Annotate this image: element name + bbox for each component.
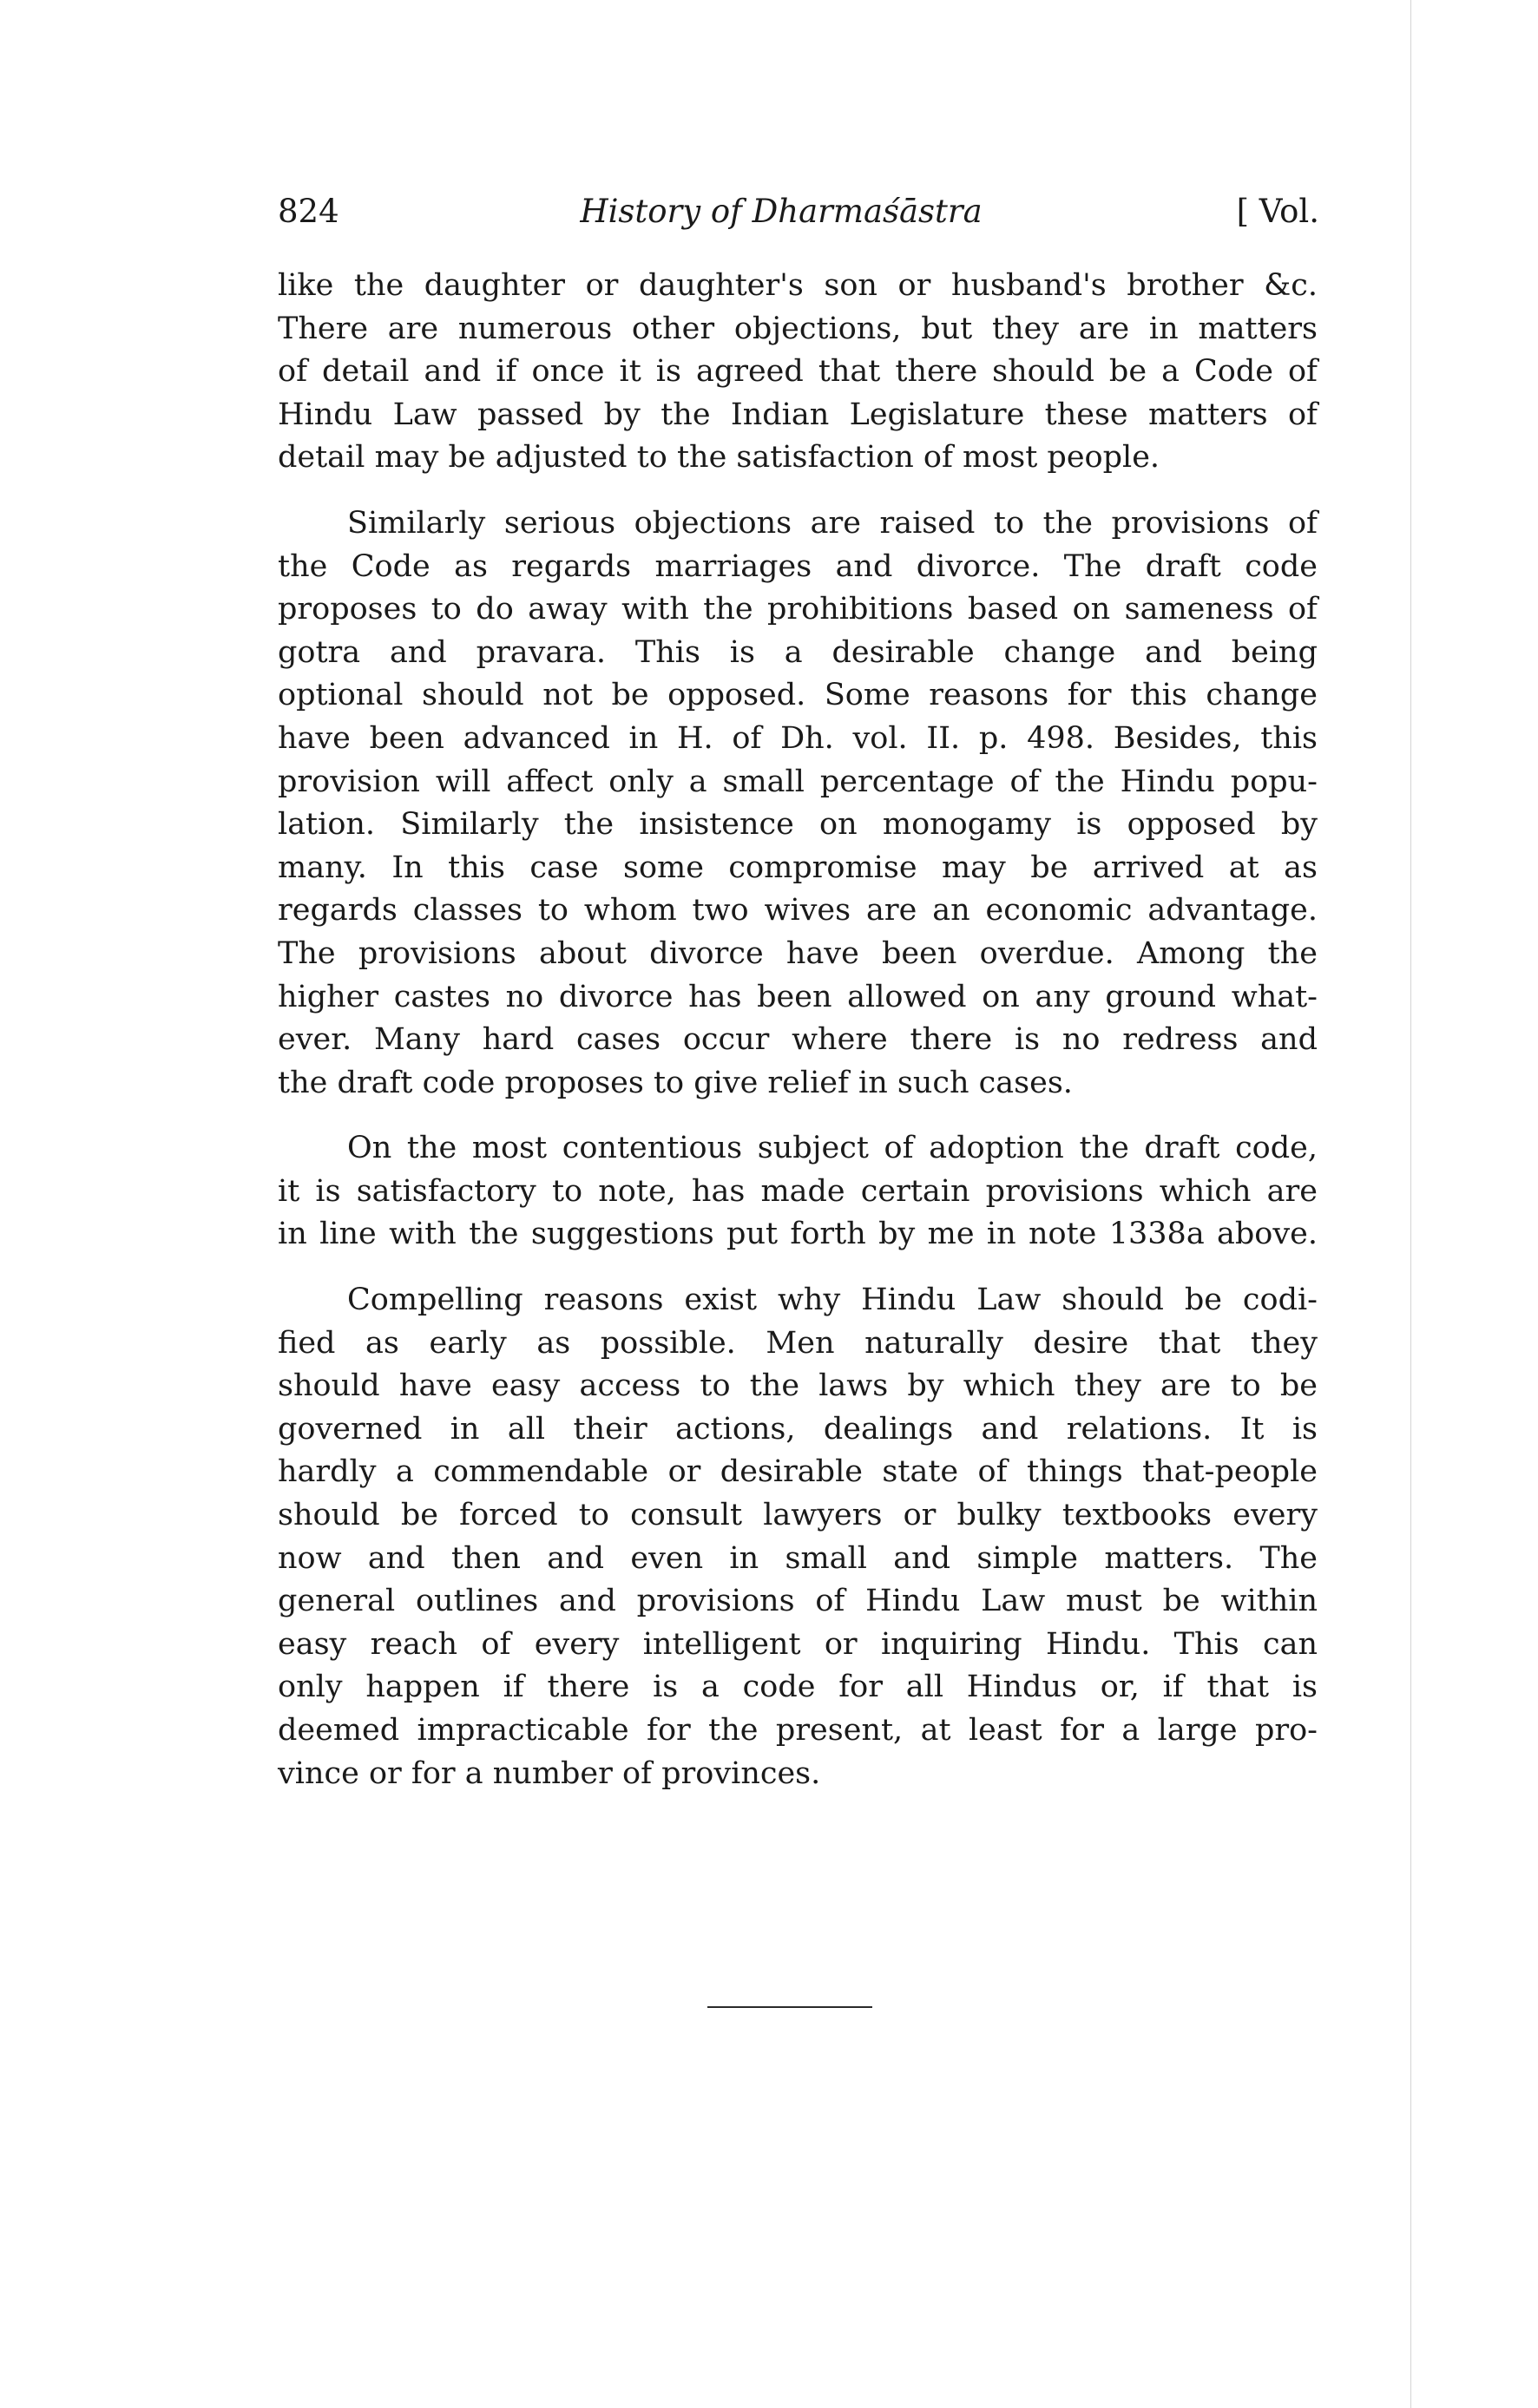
paragraph <box>278 502 1318 1105</box>
text-line: regards classes to whom two wives are an economic advantage. <box>278 893 1318 928</box>
text-line: lation. Similarly the insistence on monogamy is opposed by <box>278 807 1318 843</box>
text-line: On the most contentious subject of adoption the draft code, <box>347 1131 1318 1166</box>
text-line: have been advanced in H. of Dh. vol. II. p. 498. Besides, this <box>278 720 1318 756</box>
text-line: There are numerous other objections, but they are in matters <box>278 311 1318 346</box>
text-line: The provisions about divorce have been overdue. Among the <box>278 935 1318 971</box>
text-line: Hindu Law passed by the Indian Legislature these matters of <box>278 397 1318 432</box>
text-line: detail may be adjusted to the satisfaction of most people. <box>278 440 1160 476</box>
text-line: easy reach of every intelligent or inquiring Hindu. This can <box>278 1626 1318 1662</box>
text-line: like the daughter or daughter's son or husband's brother &c. <box>278 268 1318 303</box>
text-line: optional should not be opposed. Some reasons for this change <box>278 678 1318 713</box>
paragraph <box>278 1279 1318 1795</box>
scan-edge-line <box>1410 0 1411 2408</box>
paragraph <box>278 265 1318 480</box>
text-line: of detail and if once it is agreed that there should be a Code of <box>278 354 1318 390</box>
text-line: general outlines and provisions of Hindu Law must be within <box>278 1584 1318 1619</box>
text-line: deemed impracticable for the present, at least for a large pro- <box>278 1713 1318 1748</box>
text-line: should be forced to consult lawyers or bulky textbooks every <box>278 1498 1318 1533</box>
text-line: proposes to do away with the prohibitions based on sameness of <box>278 592 1318 627</box>
text-line: higher castes no divorce has been allowed on any ground what- <box>278 979 1318 1014</box>
text-line: vince or for a number of provinces. <box>278 1755 821 1791</box>
text-line: provision will affect only a small percentage of the Hindu popu- <box>278 764 1318 799</box>
text-line: should have easy access to the laws by which they are to be <box>278 1368 1318 1404</box>
running-header <box>278 193 1319 245</box>
text-line: it is satisfactory to note, has made certain provisions which are <box>278 1173 1318 1209</box>
volume-label: [ Vol. <box>1236 193 1319 230</box>
text-line: gotra and pravara. This is a desirable change and being <box>278 634 1318 670</box>
text-line: the draft code proposes to give relief in such cases. <box>278 1065 1073 1100</box>
body-text <box>278 265 1318 1818</box>
text-line: governed in all their actions, dealings and relations. It is <box>278 1411 1318 1447</box>
text-line: hardly a commendable or desirable state of things that-people <box>278 1454 1318 1490</box>
text-line: Similarly serious objections are raised to the provisions of <box>347 505 1318 541</box>
section-end-rule <box>707 2006 872 2008</box>
text-line: in line with the suggestions put forth by me in note 1338a above. <box>278 1217 1318 1252</box>
text-line: only happen if there is a code for all Hindus or, if that is <box>278 1670 1318 1705</box>
paragraph <box>278 1127 1318 1256</box>
text-line: the Code as regards marriages and divorce. The draft code <box>278 548 1318 584</box>
text-line: fied as early as possible. Men naturally desire that they <box>278 1325 1318 1361</box>
text-line: many. In this case some compromise may be arrived at as <box>278 850 1318 885</box>
running-title: History of Dharmaśāstra <box>580 193 983 230</box>
text-line: ever. Many hard cases occur where there is no redress and <box>278 1022 1318 1058</box>
page-number: 824 <box>278 193 339 230</box>
text-line: Compelling reasons exist why Hindu Law should be codi- <box>347 1283 1318 1318</box>
text-line: now and then and even in small and simple matters. The <box>278 1540 1318 1576</box>
